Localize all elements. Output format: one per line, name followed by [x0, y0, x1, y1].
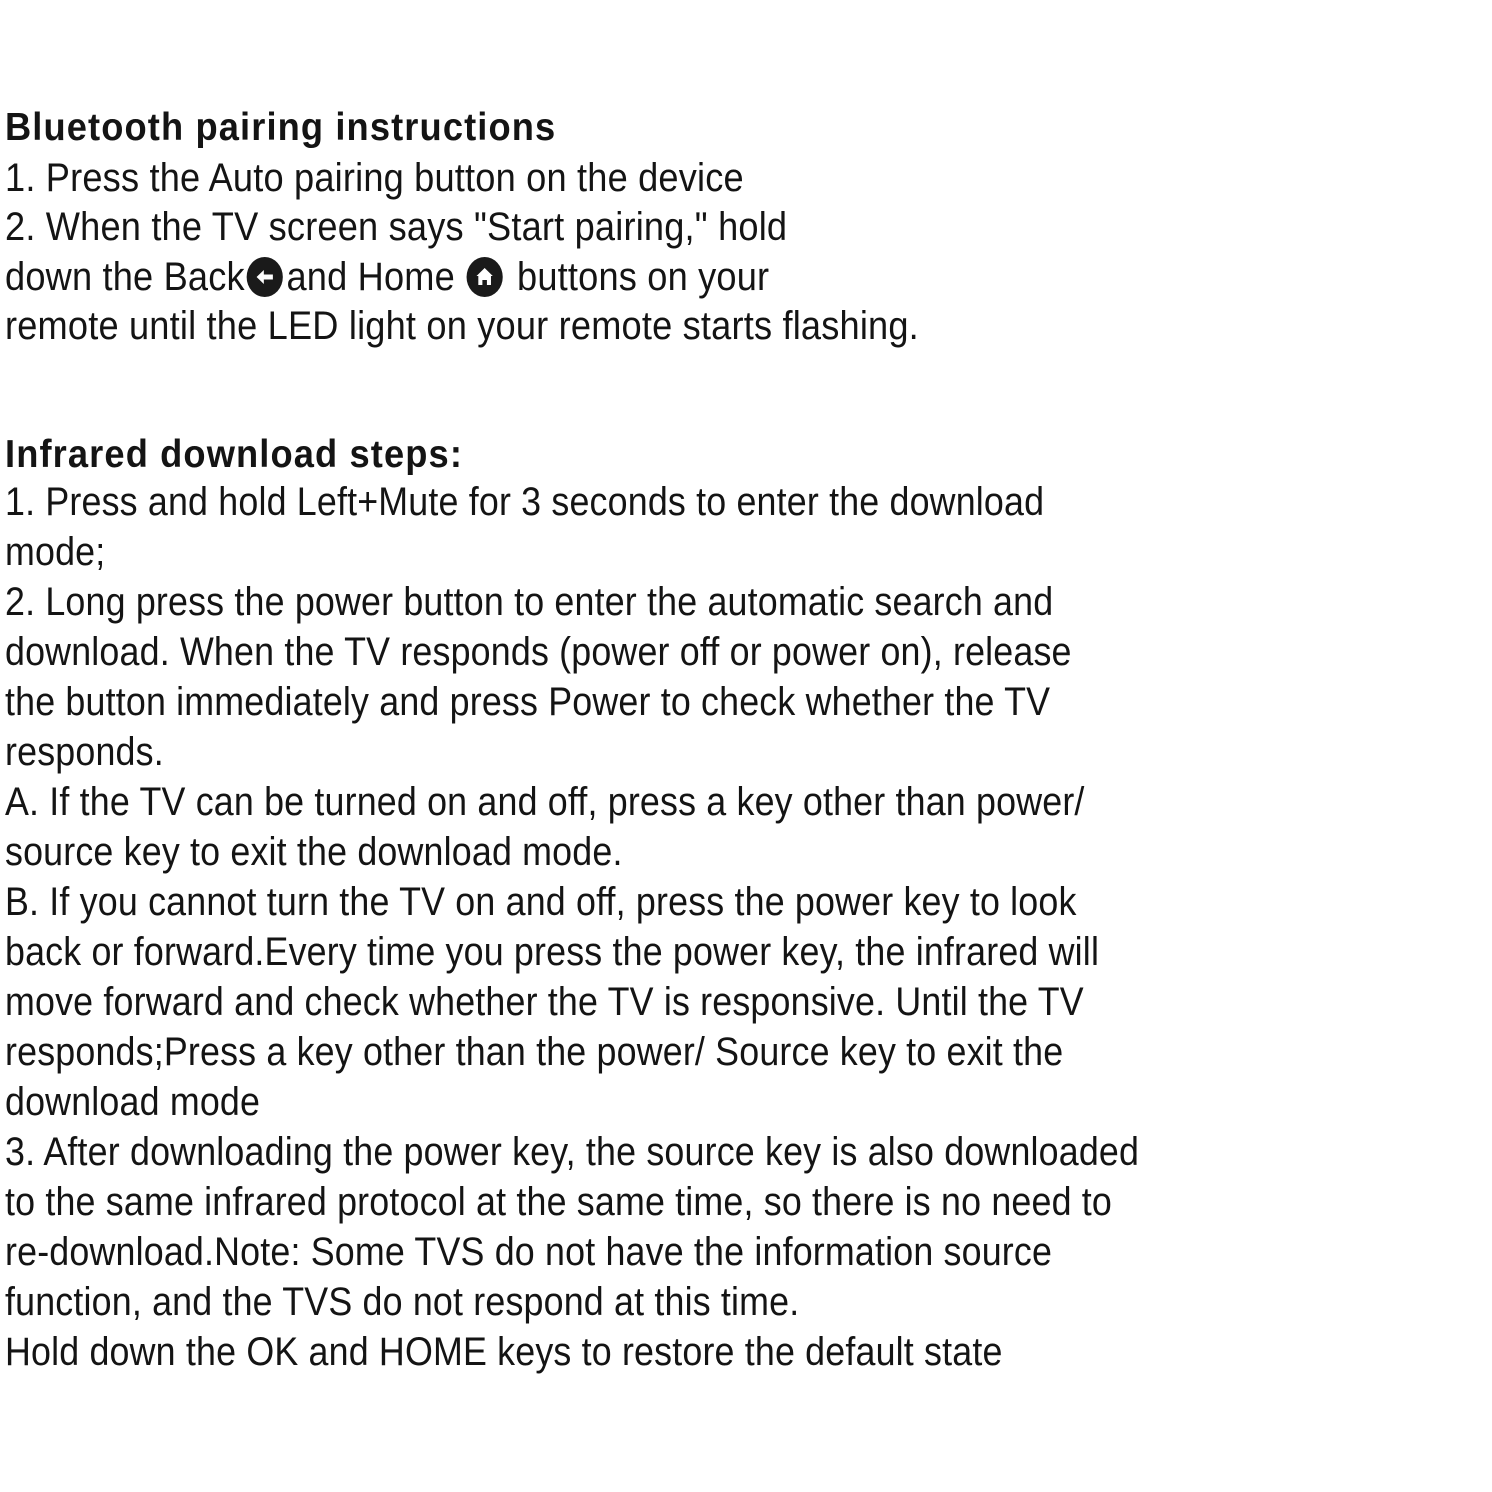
infrared-line: move forward and check whether the TV is responsive. Until the TV: [5, 980, 1084, 1024]
infrared-line: to the same infrared protocol at the same time, so there is no need to: [5, 1180, 1113, 1224]
infrared-line: mode;: [5, 530, 106, 574]
infrared-line: 3. After downloading the power key, the source key is also downloaded: [5, 1130, 1140, 1174]
back-arrow-icon: [247, 257, 283, 297]
home-text: and Home: [286, 255, 455, 299]
infrared-line: 1. Press and hold Left+Mute for 3 seconds to enter the download: [5, 480, 1045, 524]
infrared-line: function, and the TVS do not respond at this time.: [5, 1280, 800, 1324]
infrared-line: the button immediately and press Power to check whether the TV: [5, 680, 1051, 724]
infrared-line: back or forward.Every time you press the power key, the infrared will: [5, 930, 1100, 974]
infrared-line: responds;Press a key other than the power/ Source key to exit the: [5, 1030, 1064, 1074]
home-icon: [467, 257, 503, 297]
infrared-line: download mode: [5, 1080, 261, 1124]
buttons-text: buttons on your: [506, 255, 770, 299]
bluetooth-step-2-line-2: [5, 253, 769, 301]
infrared-line: download. When the TV responds (power off or power on), release: [5, 630, 1072, 674]
bluetooth-step-1: 1. Press the Auto pairing button on the device: [5, 156, 744, 200]
infrared-heading: Infrared download steps:: [5, 433, 464, 476]
infrared-line: source key to exit the download mode.: [5, 830, 623, 874]
back-arrow-icon-glyph: [247, 257, 283, 297]
bluetooth-step-2-line-3: remote until the LED light on your remote starts flashing.: [5, 304, 919, 348]
infrared-line: 2. Long press the power button to enter the automatic search and: [5, 580, 1054, 624]
infrared-line: Hold down the OK and HOME keys to restore the default state: [5, 1330, 1003, 1374]
bluetooth-heading: Bluetooth pairing instructions: [5, 106, 557, 149]
infrared-line: A. If the TV can be turned on and off, press a key other than power/: [5, 780, 1085, 824]
infrared-line: responds.: [5, 730, 164, 774]
infrared-line: B. If you cannot turn the TV on and off, press the power key to look: [5, 880, 1077, 924]
home-icon-glyph: [467, 257, 503, 297]
infrared-line: re-download.Note: Some TVS do not have the information source: [5, 1230, 1053, 1274]
back-text: down the Back: [5, 255, 245, 299]
bluetooth-step-2-line-1: 2. When the TV screen says "Start pairing," hold: [5, 205, 788, 249]
